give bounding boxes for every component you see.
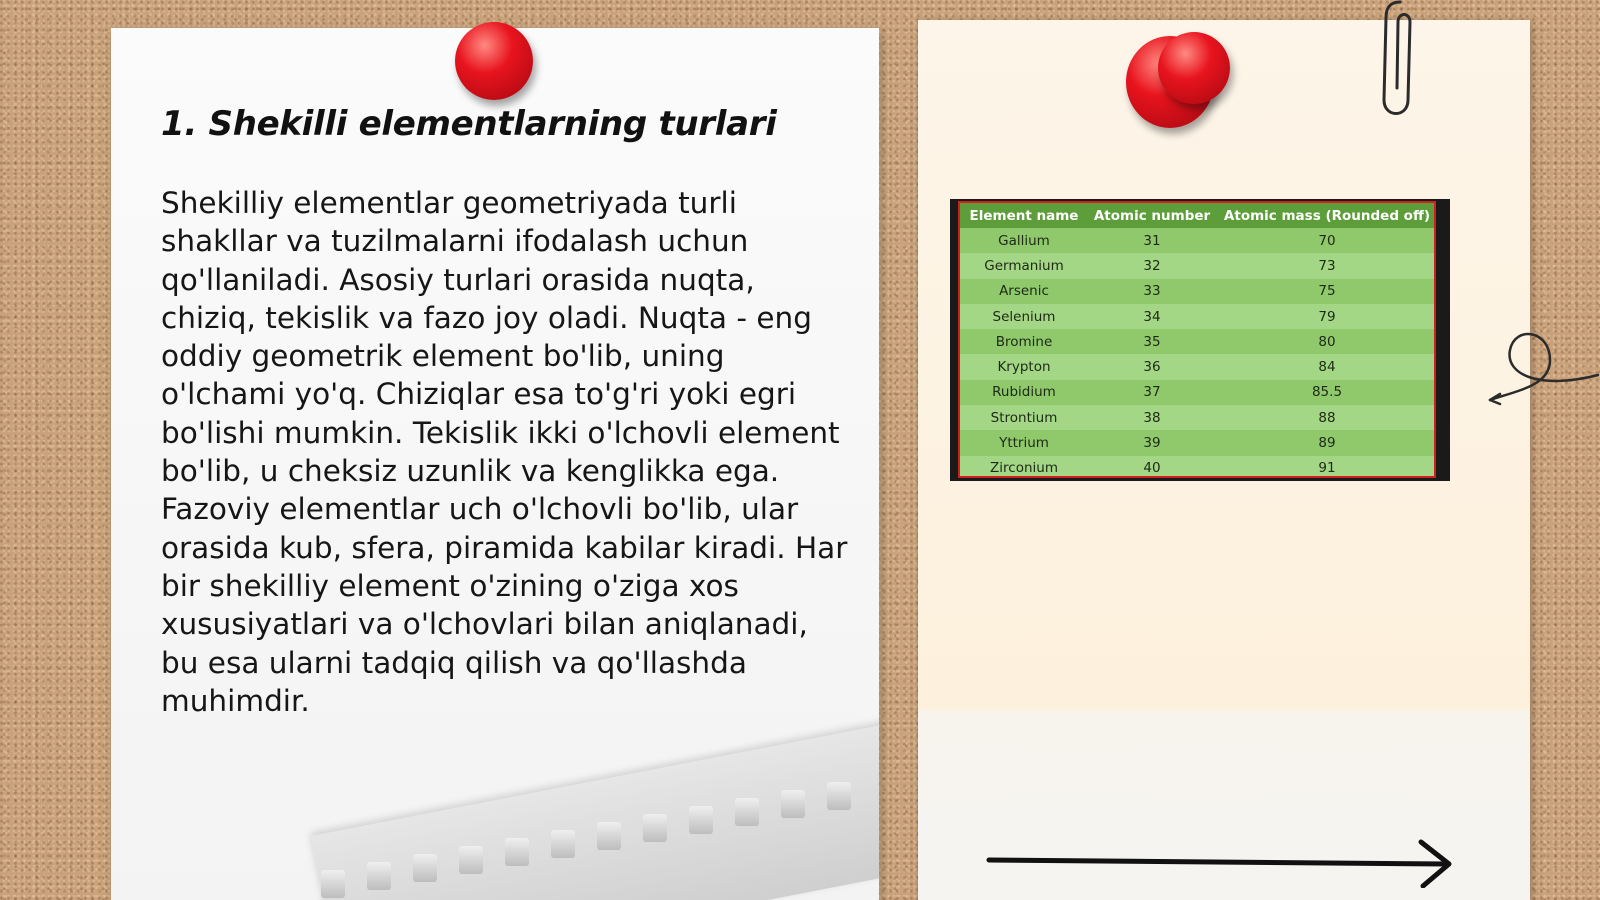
paper-tab bbox=[735, 798, 759, 826]
cell-element-name: Rubidium bbox=[960, 380, 1088, 405]
paper-tab bbox=[827, 782, 851, 810]
table-row bbox=[960, 405, 1436, 430]
arrow-icon bbox=[985, 838, 1455, 888]
column-header-element-name: Element name bbox=[960, 203, 1088, 228]
column-header-atomic-number: Atomic number bbox=[1088, 203, 1216, 228]
cell-element-name: Germanium bbox=[960, 253, 1088, 278]
table-row bbox=[960, 380, 1436, 405]
cell-atomic-number: 34 bbox=[1088, 304, 1216, 329]
page-title: 1. Shekilli elementlarning turlari bbox=[161, 104, 777, 144]
cell-element-name: Zirconium bbox=[960, 456, 1088, 478]
paper-tab bbox=[367, 862, 391, 890]
paper-tab bbox=[551, 830, 575, 858]
cell-atomic-number: 38 bbox=[1088, 405, 1216, 430]
cell-atomic-mass: 75 bbox=[1216, 279, 1436, 304]
element-table-border bbox=[958, 201, 1436, 478]
push-pin-icon bbox=[1158, 32, 1230, 104]
element-table bbox=[960, 203, 1436, 478]
cell-atomic-number: 36 bbox=[1088, 354, 1216, 379]
cell-element-name: Gallium bbox=[960, 228, 1088, 253]
paper-tab bbox=[597, 822, 621, 850]
cell-atomic-number: 40 bbox=[1088, 456, 1216, 478]
column-header-atomic-mass: Atomic mass (Rounded off) bbox=[1216, 203, 1436, 228]
cell-atomic-number: 33 bbox=[1088, 279, 1216, 304]
cell-atomic-mass: 89 bbox=[1216, 430, 1436, 455]
table-row bbox=[960, 228, 1436, 253]
cell-element-name: Selenium bbox=[960, 304, 1088, 329]
table-row bbox=[960, 253, 1436, 278]
cell-atomic-number: 37 bbox=[1088, 380, 1216, 405]
cell-atomic-mass: 85.5 bbox=[1216, 380, 1436, 405]
table-row bbox=[960, 329, 1436, 354]
cell-atomic-mass: 70 bbox=[1216, 228, 1436, 253]
paper-tab bbox=[643, 814, 667, 842]
cell-atomic-mass: 79 bbox=[1216, 304, 1436, 329]
cell-atomic-mass: 88 bbox=[1216, 405, 1436, 430]
cell-atomic-mass: 84 bbox=[1216, 354, 1436, 379]
table-row bbox=[960, 456, 1436, 478]
paperclip-icon bbox=[1370, 0, 1420, 126]
note-paper-left bbox=[111, 28, 879, 900]
cell-atomic-number: 39 bbox=[1088, 430, 1216, 455]
note-body-text: Shekilliy elementlar geometriyada turli shakllar va tuzilmalarni ifodalash uchun qo'llaniladi. Asosiy turlari orasida nuqta, chiziq, tekislik va fazo joy oladi. Nuqta - eng oddiy geometrik element bo'lib, uning o'lchami yo'q. Chiziqlar esa to'g'ri yoki egri bo'lishi mumkin. Tekislik ikki o'lchovli element bo'lib, u cheksiz uzunlik va kenglikka ega. Fazoviy elementlar uch o'lchovli bo'lib, ular orasida kub, sfera, piramida kabilar kiradi. Har bir shekilliy element o'zining o'ziga xos xususiyatlari va o'lchovlari bilan aniqlanadi, bu esa ularni tadqiq qilish va qo'llashda muhimdir. bbox=[161, 186, 848, 718]
cell-element-name: Yttrium bbox=[960, 430, 1088, 455]
paper-tab bbox=[781, 790, 805, 818]
cell-atomic-number: 31 bbox=[1088, 228, 1216, 253]
push-pin-icon bbox=[455, 22, 533, 100]
table-row bbox=[960, 354, 1436, 379]
cell-element-name: Krypton bbox=[960, 354, 1088, 379]
cell-atomic-mass: 73 bbox=[1216, 253, 1436, 278]
cell-element-name: Arsenic bbox=[960, 279, 1088, 304]
cell-atomic-number: 35 bbox=[1088, 329, 1216, 354]
paper-tab bbox=[413, 854, 437, 882]
cell-atomic-mass: 91 bbox=[1216, 456, 1436, 478]
doodle-loop-icon bbox=[1480, 310, 1600, 410]
table-row bbox=[960, 304, 1436, 329]
cell-atomic-number: 32 bbox=[1088, 253, 1216, 278]
paper-tab bbox=[459, 846, 483, 874]
table-header-row bbox=[960, 203, 1436, 228]
paper-tab bbox=[321, 870, 345, 898]
cell-atomic-mass: 80 bbox=[1216, 329, 1436, 354]
table-row bbox=[960, 430, 1436, 455]
table-row bbox=[960, 279, 1436, 304]
cell-element-name: Strontium bbox=[960, 405, 1088, 430]
paper-tab bbox=[689, 806, 713, 834]
element-table-frame bbox=[950, 199, 1450, 481]
cell-element-name: Bromine bbox=[960, 329, 1088, 354]
paper-tab bbox=[505, 838, 529, 866]
